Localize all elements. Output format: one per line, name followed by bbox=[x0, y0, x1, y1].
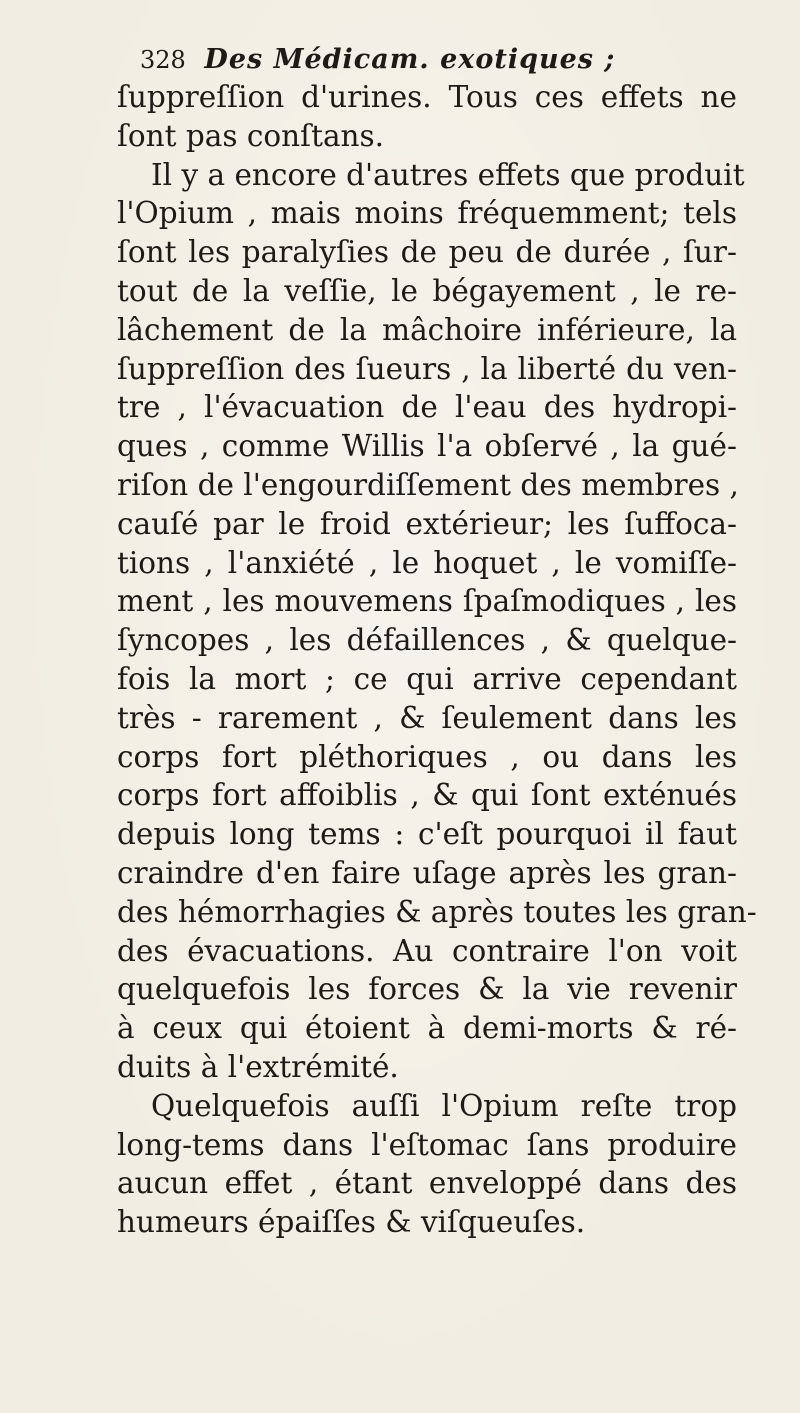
text-line: craindre d'en faire uſage après les gran- bbox=[117, 855, 737, 890]
text-line: fois la mort ; ce qui arrive cependant bbox=[117, 661, 737, 696]
text-line: ſont pas conſtans. bbox=[117, 118, 385, 153]
text-line: tions , l'anxiété , le hoquet , le vomiſſe- bbox=[117, 545, 737, 580]
text-line: à ceux qui étoient à demi-morts & ré- bbox=[117, 1011, 737, 1046]
text-line: très - rarement , & ſeulement dans les bbox=[117, 700, 737, 735]
text-line: aucun effet , étant enveloppé dans des bbox=[117, 1166, 737, 1201]
text-line: ſuppreſſion des ſueurs , la liberté du ven- bbox=[117, 351, 737, 386]
text-line: ment , les mouvemens ſpaſmodiques , les bbox=[117, 584, 737, 619]
text-line: duits à l'extrémité. bbox=[117, 1049, 399, 1084]
text-line: ſuppreſſion d'urines. Tous ces effets ne bbox=[117, 80, 737, 114]
text-line: Il y a encore d'autres effets que produit bbox=[151, 157, 745, 192]
running-title: Des Médicam. exotiques ; bbox=[204, 44, 616, 75]
text-line: ſyncopes , les défaillences , & quelque- bbox=[117, 623, 737, 658]
text-line: Quelquefois auſſi l'Opium reſte trop bbox=[151, 1088, 737, 1123]
text-line: tout de la veſſie, le bégayement , le re- bbox=[117, 273, 737, 308]
text-line: corps fort pléthoriques , ou dans les bbox=[117, 739, 737, 774]
text-line: des évacuations. Au contraire l'on voit bbox=[117, 933, 737, 968]
text-line: tre , l'évacuation de l'eau des hydropi- bbox=[117, 390, 737, 425]
text-line: corps fort affoiblis , & qui ſont exténués bbox=[117, 778, 737, 813]
text-line: des hémorrhagies & après toutes les gran- bbox=[117, 894, 757, 929]
text-line: long-tems dans l'eſtomac ſans produire bbox=[117, 1127, 737, 1162]
text-line: lâchement de la mâchoire inférieure, la bbox=[117, 312, 737, 347]
page-number: 328 bbox=[140, 46, 186, 74]
text-line: depuis long tems : c'eſt pourquoi il faut bbox=[117, 817, 737, 852]
text-line: riſon de l'engourdiſſement des membres , bbox=[117, 467, 739, 502]
running-head bbox=[140, 40, 740, 80]
text-line: cauſé par le froid extérieur; les ſuffoca- bbox=[117, 506, 737, 541]
body-text bbox=[117, 78, 757, 1242]
text-line: ſont les paralyſies de peu de durée , ſur- bbox=[117, 235, 737, 270]
text-line: quelquefois les forces & la vie revenir bbox=[117, 972, 737, 1007]
text-line: l'Opium , mais moins fréquemment; tels bbox=[117, 196, 737, 231]
text-line: humeurs épaiſſes & viſqueuſes. bbox=[117, 1205, 586, 1240]
text-line: ques , comme Willis l'a obſervé , la gué- bbox=[117, 429, 737, 464]
